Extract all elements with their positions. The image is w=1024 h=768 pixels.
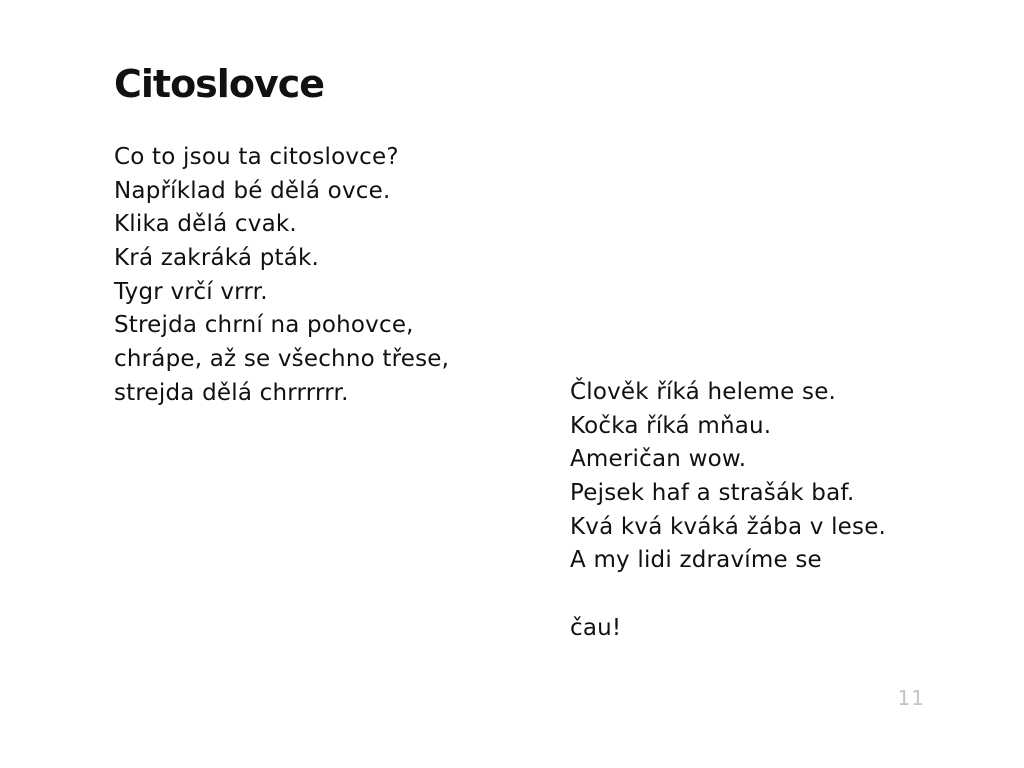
poem-line: strejda dělá chrrrrrr. — [114, 379, 349, 406]
page-title: Citoslovce — [114, 62, 325, 106]
page-number: 11 — [897, 686, 925, 710]
right-stanza — [570, 376, 886, 646]
stanza-spacer — [570, 578, 886, 612]
poem-line: Pejsek haf a strašák baf. — [570, 480, 855, 507]
closing-line: čau! — [570, 614, 622, 641]
poem-line: Strejda chrní na pohovce, — [114, 312, 414, 339]
poem-line: chrápe, až se všechno třese, — [114, 346, 450, 373]
poem-line: Například bé dělá ovce. — [114, 177, 391, 204]
poem-line: Američan wow. — [570, 446, 747, 473]
poem-line: Krá zakráká pták. — [114, 245, 320, 272]
poem-line: A my lidi zdravíme se — [570, 547, 822, 574]
poem-line: Kočka říká mňau. — [570, 412, 772, 439]
poem-line: Člověk říká heleme se. — [570, 379, 837, 405]
poem-line: Kvá kvá kváká žába v lese. — [570, 513, 887, 540]
poem-line: Tygr vrčí vrrr. — [114, 278, 268, 305]
poem-line: Klika dělá cvak. — [114, 211, 297, 238]
left-stanza — [114, 141, 449, 411]
poem-line: Co to jsou ta citoslovce? — [114, 144, 399, 170]
